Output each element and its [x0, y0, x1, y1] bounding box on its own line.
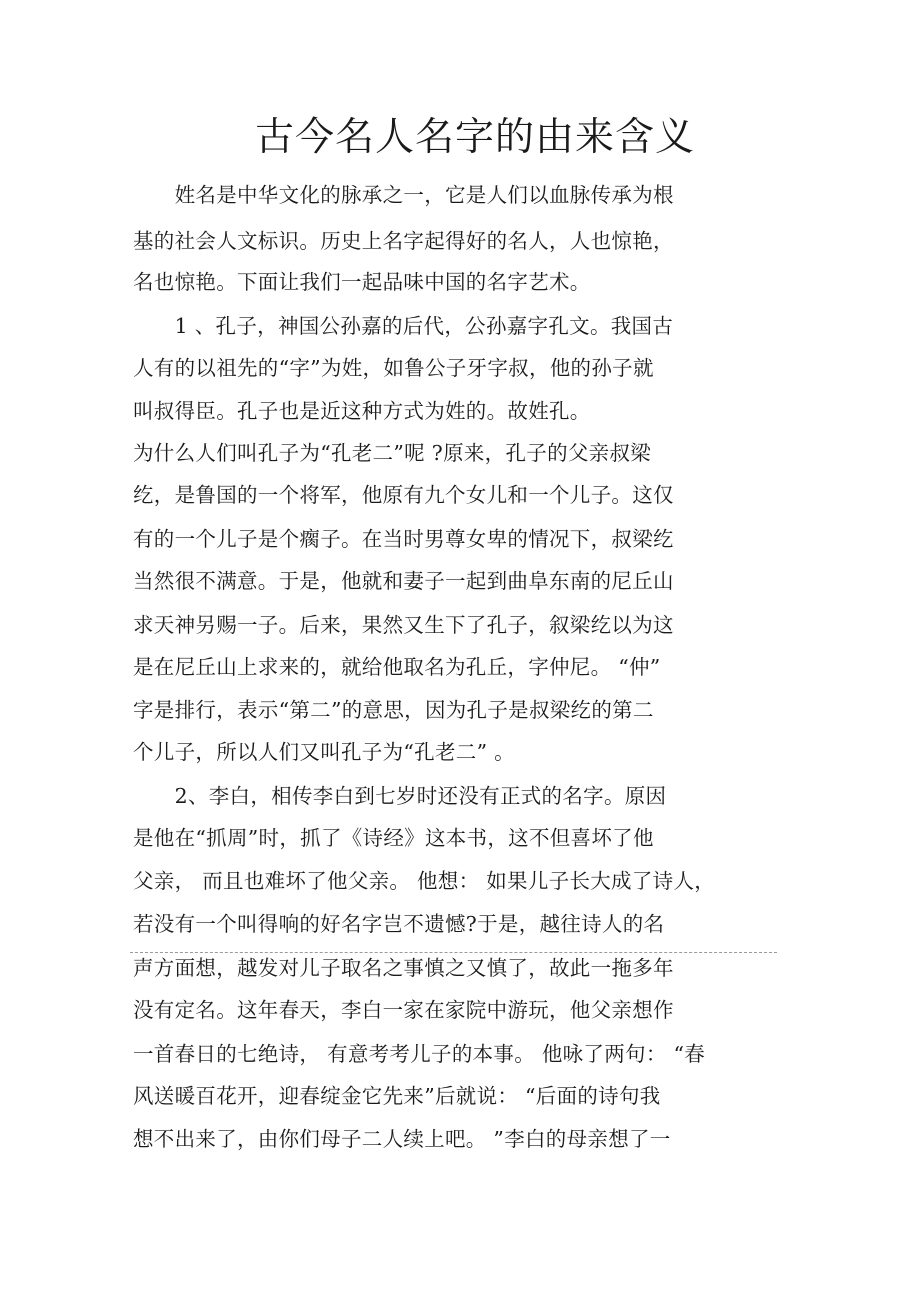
text-line: 名也惊艳。下面让我们一起品味中国的名字艺术。 — [133, 270, 591, 294]
text-line: 若没有一个叫得响的好名字岂不遗憾?于是，越往诗人的名 — [133, 912, 665, 936]
text-line: 1 、孔子，神国公孙嘉的后代，公孙嘉字孔文。我国古 — [133, 314, 674, 338]
document-title: 古今名人名字的由来含义 — [254, 115, 695, 160]
text-line: 声方面想，越发对儿子取名之事慎之又慎了，故此一拖多年 — [133, 956, 674, 980]
text-line: 为什么人们叫孔子为“孔老二”呢 ?原来，孔子的父亲叔梁 — [133, 441, 652, 465]
text-line: 父亲， 而且也难坏了他父亲。 他想： 如果儿子长大成了诗人， — [133, 869, 716, 893]
text-line: 没有定名。这年春天，李白一家在家院中游玩，他父亲想作 — [133, 998, 674, 1022]
page-divider — [130, 952, 777, 953]
text-line: 个儿子，所以人们又叫孔子为“孔老二” 。 — [133, 740, 515, 764]
text-line: 纥，是鲁国的一个将军，他原有九个女儿和一个儿子。这仅 — [133, 483, 674, 507]
text-line: 姓名是中华文化的脉承之一，它是人们以血脉传承为根 — [133, 183, 674, 207]
text-line: 是在尼丘山上求来的，就给他取名为孔丘，字仲尼。 “仲” — [133, 655, 661, 679]
text-line: 叫叔得臣。孔子也是近这种方式为姓的。故姓孔。 — [133, 399, 591, 423]
text-line: 基的社会人文标识。历史上名字起得好的名人，人也惊艳， — [133, 229, 674, 253]
text-line: 人有的以祖先的“字”为姓，如鲁公子牙字叔，他的孙子就 — [133, 356, 654, 380]
text-line: 风送暖百花开，迎春绽金它先来”后就说： “后面的诗句我 — [133, 1084, 661, 1108]
text-line: 2、李白，相传李白到七岁时还没有正式的名字。原因 — [133, 784, 667, 808]
text-line: 一首春日的七绝诗， 有意考考儿子的本事。 他咏了两句： “春 — [133, 1042, 706, 1066]
text-line: 有的一个儿子是个瘸子。在当时男尊女卑的情况下，叔梁纥 — [133, 527, 674, 551]
text-line: 求天神另赐一子。后来，果然又生下了孔子，叙梁纥以为这 — [133, 613, 674, 637]
text-line: 当然很不满意。于是，他就和妻子一起到曲阜东南的尼丘山 — [133, 569, 674, 593]
text-line: 想不出来了，由你们母子二人续上吧。 ”李白的母亲想了一 — [133, 1127, 671, 1151]
text-line: 是他在“抓周”时，抓了《诗经》这本书，这不但喜坏了他 — [133, 826, 654, 850]
text-line: 字是排行，表示“第二”的意思，因为孔子是叔梁纥的第二 — [133, 698, 654, 722]
